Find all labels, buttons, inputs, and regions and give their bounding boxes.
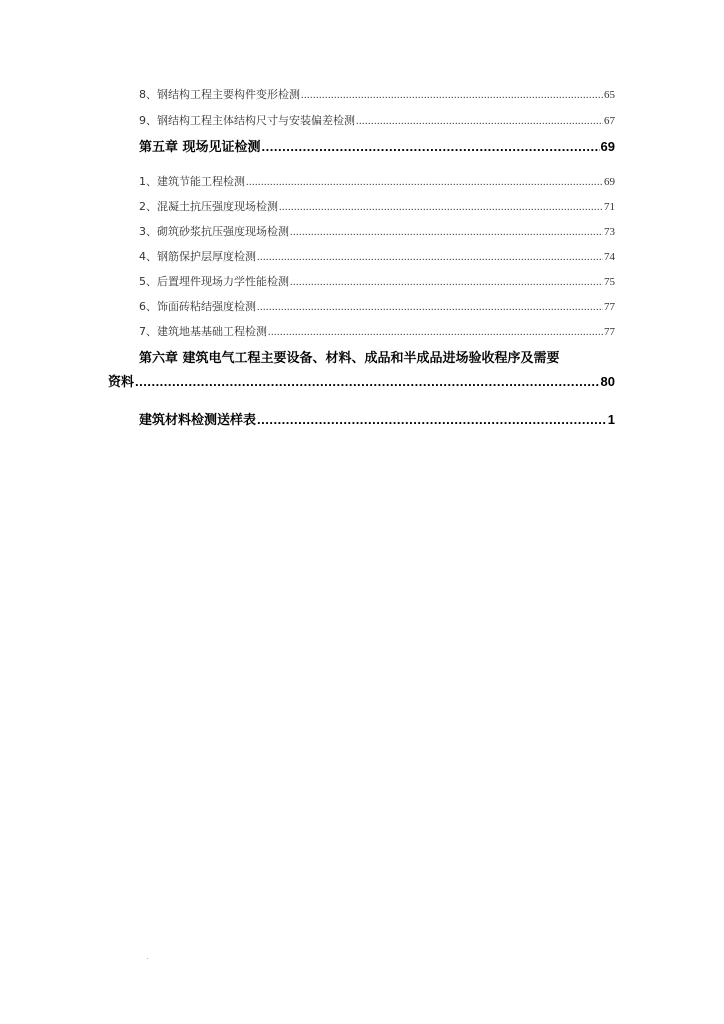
toc-entry-page: 73 (604, 226, 615, 238)
toc-entry-page: 67 (604, 115, 615, 127)
toc-entry-title: 5、后置埋件现场力学性能检测 (139, 275, 289, 288)
footer-mark: . (146, 952, 149, 961)
toc-chapter-title: 建筑材料检测送样表 (139, 413, 257, 428)
toc-entry-page: 69 (604, 176, 615, 188)
toc-dot-leader (301, 90, 603, 101)
toc-entry-title: 3、砌筑砂浆抗压强度现场检测 (139, 225, 289, 238)
toc-entry[interactable] (139, 173, 615, 189)
toc-chapter-title-line2: 资料 (108, 375, 135, 390)
toc-dot-leader (257, 302, 603, 313)
toc-entry-title: 1、建筑节能工程检测 (139, 175, 245, 188)
toc-chapter-page: 69 (600, 139, 615, 154)
toc-entry-title: 9、钢结构工程主体结构尺寸与安装偏差检测 (139, 114, 355, 127)
toc-dot-leader (257, 252, 603, 263)
toc-chapter-title-line1[interactable]: 第六章 建筑电气工程主要设备、材料、成品和半成品进场验收程序及需要 (139, 351, 560, 366)
toc-entry[interactable] (139, 323, 615, 339)
toc-dot-leader (356, 116, 603, 127)
toc-entry-title: 2、混凝土抗压强度现场检测 (139, 200, 278, 213)
toc-entry-page: 74 (604, 251, 615, 263)
toc-entry[interactable] (139, 86, 615, 102)
toc-dot-leader (262, 139, 600, 154)
toc-entry[interactable] (139, 223, 615, 239)
toc-chapter-entry[interactable] (108, 371, 615, 390)
toc-entry[interactable] (139, 112, 615, 128)
toc-entry[interactable] (139, 273, 615, 289)
toc-entry-page: 75 (604, 276, 615, 288)
toc-entry-title: 8、钢结构工程主要构件变形检测 (139, 88, 300, 101)
toc-entry-page: 77 (604, 301, 615, 313)
toc-chapter-entry[interactable] (139, 136, 615, 155)
toc-entry[interactable] (139, 248, 615, 264)
toc-dot-leader (268, 327, 603, 338)
toc-entry[interactable] (139, 298, 615, 314)
toc-dot-leader (135, 374, 600, 389)
toc-dot-leader (290, 227, 603, 238)
toc-chapter-page: 1 (607, 412, 615, 427)
toc-dot-leader (290, 277, 603, 288)
toc-entry-page: 77 (604, 326, 615, 338)
toc-chapter-page: 80 (600, 374, 615, 389)
toc-entry-page: 71 (604, 201, 615, 213)
toc-dot-leader (257, 412, 607, 427)
toc-dot-leader (279, 202, 603, 213)
toc-entry-title: 7、建筑地基基础工程检测 (139, 325, 267, 338)
toc-chapter-entry[interactable] (139, 409, 615, 428)
toc-entry[interactable] (139, 198, 615, 214)
toc-entry-page: 65 (604, 89, 615, 101)
toc-dot-leader (246, 177, 603, 188)
toc-entry-title: 4、钢筋保护层厚度检测 (139, 250, 256, 263)
toc-chapter-title: 第五章 现场见证检测 (139, 140, 261, 155)
toc-entry-title: 6、饰面砖粘结强度检测 (139, 300, 256, 313)
